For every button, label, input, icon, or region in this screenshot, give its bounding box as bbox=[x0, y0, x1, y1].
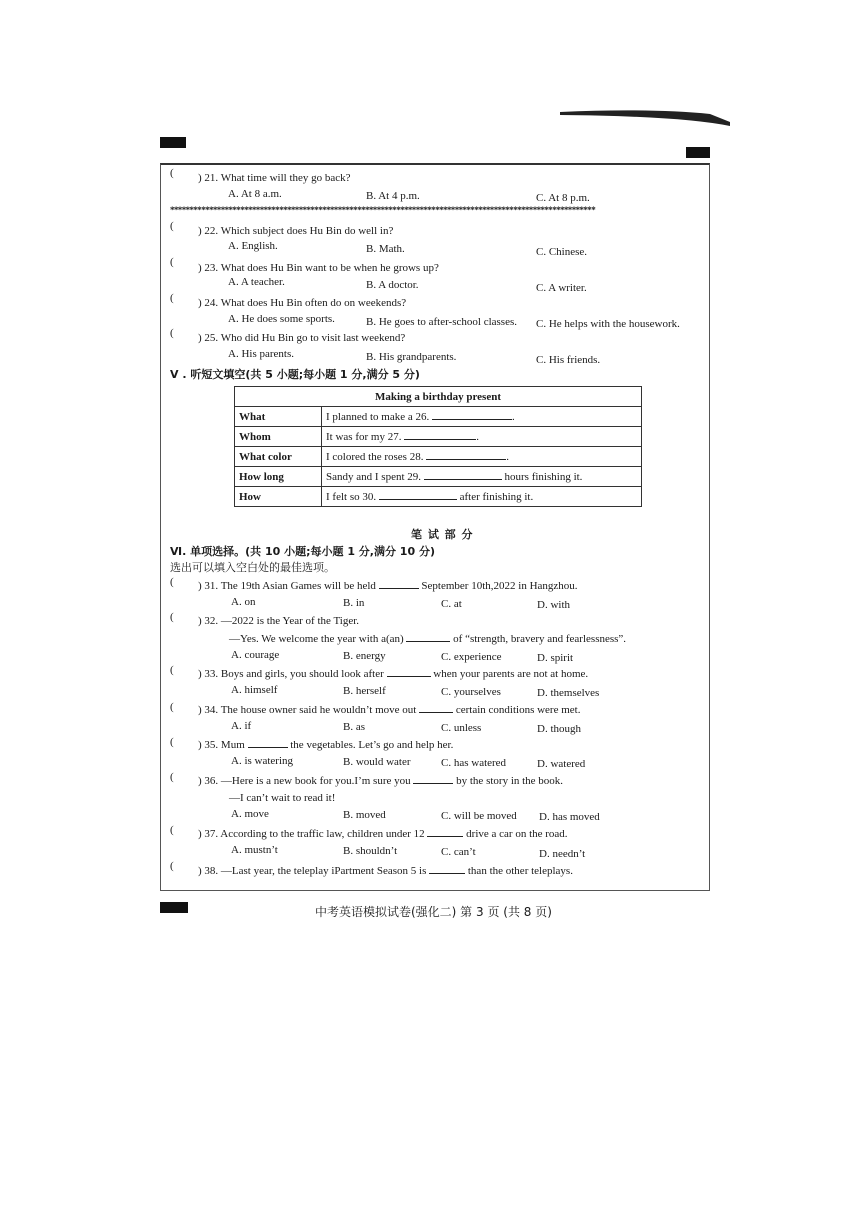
question-end: the vegetables. Let’s go and help her. bbox=[290, 739, 454, 751]
question-text: ) 32. —2022 is the Year of the Tiger. bbox=[198, 615, 360, 627]
fill-blank-28[interactable] bbox=[426, 450, 506, 460]
option-b: B. A doctor. bbox=[366, 279, 419, 291]
question-end: when your parents are not at home. bbox=[433, 668, 589, 680]
option-b: B. as bbox=[343, 721, 365, 733]
answer-bracket: ( bbox=[170, 167, 174, 179]
option-c: C. Chinese. bbox=[536, 246, 588, 258]
option-a: A. mustn’t bbox=[231, 844, 278, 856]
row-sentence bbox=[322, 487, 642, 507]
option-a: A. He does some sports. bbox=[228, 313, 335, 325]
question-start: ) 38. —Last year, the teleplay iPartment Season 5 is bbox=[198, 865, 427, 877]
question-blank bbox=[427, 827, 463, 837]
sentence-end: . bbox=[476, 431, 479, 443]
row-key: How long bbox=[235, 467, 322, 487]
sentence-end: after finishing it. bbox=[459, 491, 534, 503]
option-c: C. At 8 p.m. bbox=[536, 192, 590, 204]
question-text: ) 21. What time will they go back? bbox=[198, 172, 351, 184]
option-c: C. at bbox=[441, 598, 462, 610]
option-d: D. spirit bbox=[537, 652, 574, 664]
section-6-instruction: 选出可以填入空白处的最佳选项。 bbox=[170, 561, 335, 574]
question-blank bbox=[419, 703, 453, 713]
answer-bracket: ( bbox=[170, 736, 174, 748]
row-key: How bbox=[235, 487, 322, 507]
separator-stars: ************************************************************************************************************* bbox=[170, 205, 596, 215]
written-part-title: 笔 试 部 分 bbox=[411, 528, 474, 541]
sentence-end: . bbox=[506, 451, 509, 463]
question-text bbox=[198, 774, 563, 788]
option-c: C. He helps with the housework. bbox=[536, 318, 680, 330]
answer-bracket: ( bbox=[170, 664, 174, 676]
question-start: ) 36. —Here is a new book for you.I’m sure you bbox=[198, 775, 411, 787]
page-footer: 中考英语模拟试卷(强化二) 第 3 页 (共 8 页) bbox=[315, 905, 552, 919]
question-blank bbox=[429, 864, 465, 874]
question-blank bbox=[406, 632, 450, 642]
question-start: ) 33. Boys and girls, you should look after bbox=[198, 668, 384, 680]
option-c: C. will be moved bbox=[441, 810, 517, 822]
option-a: A. move bbox=[231, 808, 269, 820]
row-sentence bbox=[322, 427, 642, 447]
option-a: A. His parents. bbox=[228, 348, 294, 360]
fill-blank-26[interactable] bbox=[432, 410, 512, 420]
option-b: B. At 4 p.m. bbox=[366, 190, 420, 202]
option-d: D. though bbox=[537, 723, 581, 735]
answer-bracket: ( bbox=[170, 824, 174, 836]
option-b: B. He goes to after-school classes. bbox=[366, 316, 517, 328]
question-text bbox=[198, 667, 588, 681]
row-key: What bbox=[235, 407, 322, 427]
row-sentence bbox=[322, 407, 642, 427]
option-d: D. with bbox=[537, 599, 570, 611]
question-blank bbox=[387, 667, 431, 677]
option-b: B. would water bbox=[343, 756, 411, 768]
answer-bracket: ( bbox=[170, 860, 174, 872]
section-5-heading: V . 听短文填空(共 5 小题;每小题 1 分,满分 5 分) bbox=[170, 368, 420, 381]
question-end: September 10th,2022 in Hangzhou. bbox=[421, 580, 578, 592]
corner-marker-top-left bbox=[160, 137, 186, 148]
question-text: ) 22. Which subject does Hu Bin do well in? bbox=[198, 225, 394, 237]
answer-bracket: ( bbox=[170, 611, 174, 623]
option-a: A. on bbox=[231, 596, 256, 608]
question-text bbox=[198, 703, 580, 717]
question-blank bbox=[248, 738, 288, 748]
row-sentence bbox=[322, 447, 642, 467]
question-text bbox=[198, 579, 578, 593]
option-a: A. A teacher. bbox=[228, 276, 285, 288]
sentence-start: Sandy and I spent 29. bbox=[326, 471, 422, 483]
sentence-start: I felt so 30. bbox=[326, 491, 377, 503]
sentence-end: hours finishing it. bbox=[504, 471, 583, 483]
question-text: ) 24. What does Hu Bin often do on weekends? bbox=[198, 297, 407, 309]
table-row bbox=[235, 447, 642, 467]
birthday-present-table bbox=[234, 386, 642, 507]
question-line-2 bbox=[229, 632, 626, 646]
answer-bracket: ( bbox=[170, 292, 174, 304]
question-start: ) 35. Mum bbox=[198, 739, 245, 751]
question-text: ) 23. What does Hu Bin want to be when he grows up? bbox=[198, 262, 439, 274]
question-text bbox=[198, 738, 453, 752]
fill-blank-27[interactable] bbox=[404, 430, 476, 440]
question-start: —Yes. We welcome the year with a(an) bbox=[229, 633, 404, 645]
sentence-start: I colored the roses 28. bbox=[326, 451, 424, 463]
question-blank bbox=[413, 774, 453, 784]
corner-marker-bottom-left bbox=[160, 902, 188, 913]
question-start: ) 31. The 19th Asian Games will be held bbox=[198, 580, 376, 592]
option-a: A. is watering bbox=[231, 755, 294, 767]
question-line-2: —I can’t wait to read it! bbox=[229, 792, 336, 804]
corner-marker-top-right bbox=[686, 147, 710, 158]
table-row bbox=[235, 487, 642, 507]
option-c: C. can’t bbox=[441, 846, 476, 858]
option-b: B. in bbox=[343, 597, 365, 609]
table-row bbox=[235, 407, 642, 427]
row-key: Whom bbox=[235, 427, 322, 447]
row-sentence bbox=[322, 467, 642, 487]
option-c: C. His friends. bbox=[536, 354, 601, 366]
option-d: D. has moved bbox=[539, 811, 600, 823]
question-end: than the other teleplays. bbox=[467, 865, 573, 877]
question-end: drive a car on the road. bbox=[466, 828, 568, 840]
option-c: C. unless bbox=[441, 722, 482, 734]
option-c: C. yourselves bbox=[441, 686, 501, 698]
option-d: D. themselves bbox=[537, 687, 600, 699]
option-c: C. A writer. bbox=[536, 282, 587, 294]
answer-bracket: ( bbox=[170, 256, 174, 268]
table-title: Making a birthday present bbox=[235, 387, 642, 407]
fill-blank-30[interactable] bbox=[379, 490, 457, 500]
sentence-start: I planned to make a 26. bbox=[326, 411, 430, 423]
answer-bracket: ( bbox=[170, 327, 174, 339]
page-curl-edge bbox=[560, 108, 730, 132]
question-end: of “strength, bravery and fearlessness”. bbox=[453, 633, 627, 645]
table-row bbox=[235, 467, 642, 487]
option-a: A. At 8 a.m. bbox=[228, 188, 282, 200]
answer-bracket: ( bbox=[170, 771, 174, 783]
option-b: B. energy bbox=[343, 650, 386, 662]
question-end: certain conditions were met. bbox=[455, 704, 581, 716]
sentence-start: It was for my 27. bbox=[326, 431, 402, 443]
option-c: C. has watered bbox=[441, 757, 507, 769]
table-row bbox=[235, 427, 642, 447]
option-b: B. shouldn’t bbox=[343, 845, 398, 857]
option-b: B. moved bbox=[343, 809, 386, 821]
question-start: ) 37. According to the traffic law, children under 12 bbox=[198, 828, 425, 840]
option-a: A. if bbox=[231, 720, 252, 732]
option-d: D. watered bbox=[537, 758, 586, 770]
question-text bbox=[198, 864, 573, 878]
row-key: What color bbox=[235, 447, 322, 467]
answer-bracket: ( bbox=[170, 220, 174, 232]
option-c: C. experience bbox=[441, 651, 502, 663]
question-blank bbox=[379, 579, 419, 589]
sentence-end: . bbox=[512, 411, 515, 423]
option-a: A. courage bbox=[231, 649, 280, 661]
option-a: A. himself bbox=[231, 684, 278, 696]
option-d: D. needn’t bbox=[539, 848, 586, 860]
answer-bracket: ( bbox=[170, 576, 174, 588]
answer-bracket: ( bbox=[170, 701, 174, 713]
option-a: A. English. bbox=[228, 240, 278, 252]
option-b: B. His grandparents. bbox=[366, 351, 457, 363]
question-start: ) 34. The house owner said he wouldn’t move out bbox=[198, 704, 417, 716]
question-end: by the story in the book. bbox=[456, 775, 564, 787]
option-b: B. herself bbox=[343, 685, 386, 697]
question-text bbox=[198, 827, 568, 841]
fill-blank-29[interactable] bbox=[424, 470, 502, 480]
question-text: ) 25. Who did Hu Bin go to visit last weekend? bbox=[198, 332, 406, 344]
option-b: B. Math. bbox=[366, 243, 405, 255]
section-6-heading: Ⅵ. 单项选择。(共 10 小题;每小题 1 分,满分 10 分) bbox=[170, 545, 435, 558]
